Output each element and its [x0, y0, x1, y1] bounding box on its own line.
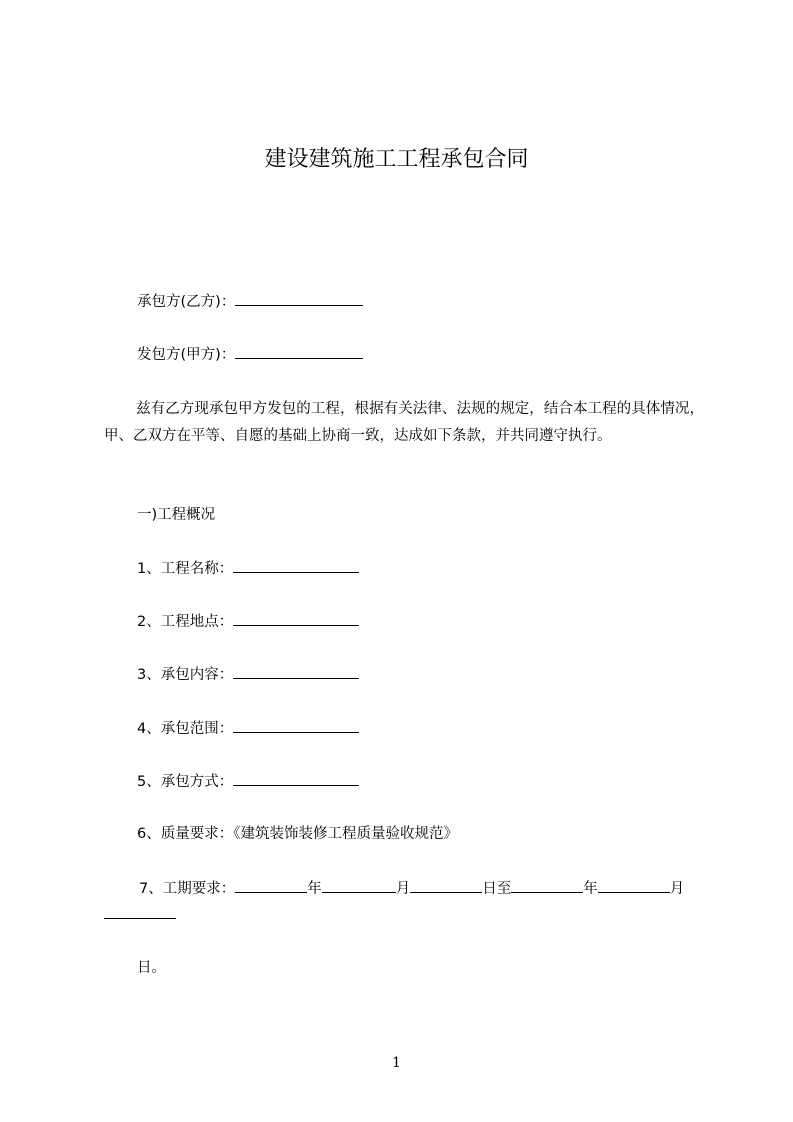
- item-7-label: 7、工期要求：: [139, 881, 236, 897]
- item-5-blank: [233, 771, 359, 786]
- item-7-continuation: [104, 904, 176, 925]
- employer-label: 发包方(甲方)：: [137, 347, 236, 363]
- item-7-blank-month2: [598, 878, 670, 893]
- item-1-line: [137, 558, 359, 579]
- item-7-year1: 年: [307, 881, 322, 897]
- item-3-blank: [233, 664, 359, 679]
- contractor-blank: [235, 291, 363, 306]
- item-4-label: 4、承包范围：: [137, 721, 234, 737]
- item-2-blank: [233, 611, 359, 626]
- item-3-line: [137, 664, 359, 685]
- contractor-line: [137, 291, 363, 312]
- item-7-blank-year1: [235, 878, 307, 893]
- section-1-heading: 一)工程概况: [137, 507, 216, 523]
- item-2-label: 2、工程地点：: [137, 614, 234, 630]
- contractor-label: 承包方(乙方)：: [137, 294, 236, 310]
- page-number: 1: [392, 1055, 401, 1071]
- item-3-label: 3、承包内容：: [137, 667, 234, 683]
- item-5-label: 5、承包方式：: [137, 774, 234, 790]
- item-2-line: [137, 611, 359, 632]
- item-7-blank-day2: [104, 904, 176, 919]
- employer-blank: [235, 344, 363, 359]
- item-4-line: [137, 718, 359, 739]
- item-1-blank: [233, 558, 359, 573]
- document-title: 建设建筑施工工程承包合同: [264, 147, 529, 172]
- item-7-month1: 月: [395, 881, 411, 897]
- item-7-day-end: 日。: [137, 960, 166, 976]
- item-6-line: 6、质量要求：《建筑装饰装修工程质量验收规范》: [137, 826, 458, 842]
- item-7-blank-month1: [322, 878, 396, 893]
- employer-line: [137, 344, 363, 365]
- intro-paragraph: 兹有乙方现承包甲方发包的工程，根据有关法律、法规的规定，结合本工程的具体情况，甲、乙双方在平等、自愿的基础上协商一致，达成如下条款，并共同遵守执行。: [104, 401, 704, 444]
- item-7-line: [139, 878, 684, 899]
- item-7-blank-day1: [410, 878, 482, 893]
- item-7-blank-year2: [511, 878, 583, 893]
- item-7-day-to: 日至: [482, 881, 512, 897]
- item-7-month2: 月: [669, 881, 685, 897]
- item-4-blank: [233, 718, 359, 733]
- item-5-line: [137, 771, 359, 792]
- item-7-year2: 年: [583, 881, 598, 897]
- item-1-label: 1、工程名称：: [137, 561, 234, 577]
- intro-paragraph-block: [104, 396, 704, 450]
